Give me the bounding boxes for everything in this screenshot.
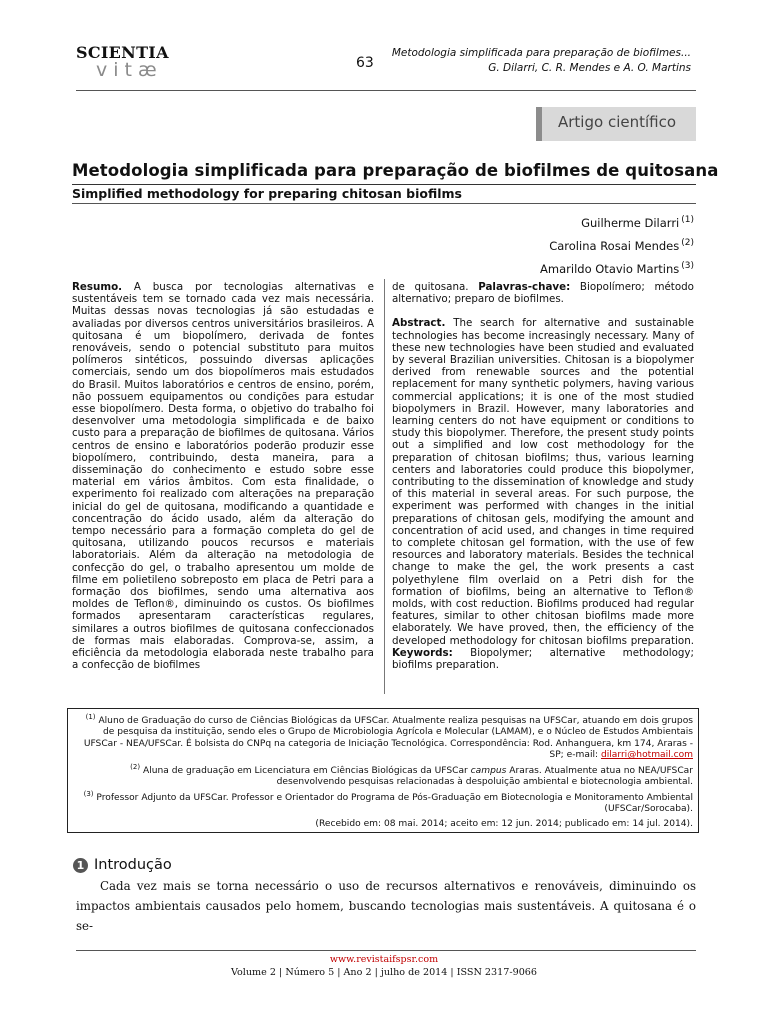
resumo-continuation: de quitosana.	[392, 281, 469, 293]
footnotes	[76, 712, 693, 815]
resumo-label: Resumo.	[72, 281, 123, 293]
palavras-chave: Biopolímero; método alternativo; preparo de biofilmes.	[392, 281, 694, 306]
author-item: Amarildo Otavio Martins $^{(3)}$	[540, 260, 694, 276]
footnote-2: $^{(2)}$ Aluna de graduação em Licenciatura em Ciências Biológicas da UFSCar campus Araras. Atualmente atua no NEA/UFSCar desenvolvendo pesquisas relacionadas à despoluição ambiental e biotecnologia ambiental.	[130, 762, 693, 788]
journal-logo-title: SCIENTIA	[76, 43, 169, 62]
running-header	[351, 46, 691, 76]
running-authors: G. Dilarri, C. R. Mendes e A. O. Martins	[488, 62, 691, 74]
author-email-link[interactable]: dilarri@hotmail.com	[600, 750, 693, 761]
footnote-1: $^{(1)}$ Aluno de Graduação do curso de Ciências Biológicas da UFSCar. Atualmente realiza pesquisas na UFSCar, atuando em dois grupos de pesquisa da instituição, sendo eles o Grupo de Microbiologia Agrícola e Molecular (LAMAM), e o Núcleo de Estudos Ambientais UFSCar - NEA/UFSCar. É bolsista do CNPq na categoria de Iniciação Tecnológica. Correspondência: Rod. Anhanguera, km 174, Araras - SP; e-mail: dilarri@hotmail.com	[83, 713, 693, 761]
resumo-text: A busca por tecnologias alternativas e sustentáveis tem se tornado cada vez mais necessária. Muitas dessas novas tecnologias já são estudadas e avaliadas por diversos centros universitários brasileiros. A quitosana é um biopolímero, derivada de fontes renováveis, sendo o potencial substituto para muitos polímeros sintéticos, possuindo diversas aplicações comerciais, sendo um dos biopolímeros mais estudados do Brasil. Muitos laboratórios e centros de ensino, porém, não possuem equipamentos ou condições para estudar esse biopolímero. Desta forma, o objetivo do trabalho foi desenvolver uma metodologia simplificada e de baixo custo para a preparação de biofilmes de quitosana. Vários centros de ensino e laboratórios poderão produzir esse biopolímero, contribuindo, desta maneira, para a disseminação do conhecimento e estudo sobre esse material em vários âmbitos. Com esta finalidade, o experimento foi realizado com alterações na preparação inicial do gel de quitosana, modificando a quantidade e concentração do ácido usado, além da alteração do tempo necessário para a formação completa do gel de quitosana, utilizando poucos recursos e materiais laboratoriais. Além da alteração na metodologia de confecção do gel, o trabalho apresentou um molde de filme em polietileno sobreposto em placa de Petri para a formação dos biofilmes, sendo uma alternativa aos moldes de Teflon®, diminuindo os custos. Os biofilmes formados apresentaram características regulares, similares a outros biofilmes de quitosana confeccionados de formas mais elaboradas. Comprova-se, assim, a eficiência da metodologia elaborada neste trabalho para a confecção de biofilmes	[72, 281, 374, 672]
intro-heading: Introdução	[94, 857, 172, 873]
author-list	[540, 210, 694, 278]
volume-info: Volume 2 | Número 5 | Ano 2 | julho de 2014 | ISSN 2317-9066	[230, 967, 537, 978]
article-subtitle: Simplified methodology for preparing chitosan biofilms	[72, 186, 462, 201]
journal-logo-subtitle: vitæ	[96, 59, 163, 81]
abstract-text: The search for alternative and sustainable technologies has become increasingly necessary. Many of these new technologies have been studied and evaluated by several Brazilian universities. Chitosan is a biopolymer derived from renewable sources and the potential replacement for many synthetic polymers, having various commercial applications; it is one of the most studied biopolymers in Brazil. However, many laboratories and learning centers do not have equipment or conditions to study this biopolymer. Therefore, the present study points out a simplified and low cost methodology for the preparation of chitosan biofilms; thus, various learning centers and laboratories could produce this biopolymer, contributing to the dissemination of knowledge and study of this material in several areas. For such purpose, the experiment was performed with changes in the initial preparations of chitosan gels, modifying the amount and concentration of acid used, and changes in time required to complete chitosan gel formation, with the use of few resources and laboratory materials. Besides the technical change to make the gel, the work presents a cast polyethylene film overlaid on a Petri dish for the formation of biofilms, being an alternative to Teflon® molds, with cost reduction. Biofilms produced had regular features, similar to other chitosan biofilms made more elaborately. We have proved, then, the efficiency of the developed methodology for chitosan biofilms preparation.	[392, 317, 694, 647]
palavras-chave-label: Palavras-chave:	[478, 281, 571, 293]
article-title: Metodologia simplificada para preparação de biofilmes de quitosana	[72, 161, 719, 180]
column-divider	[384, 279, 385, 694]
intro-paragraph: Cada vez mais se torna necessário o uso de recursos alternativos e renováveis, diminuindo os impactos ambientais causados pelo homem, buscando tecnologias mais sustentáveis. A quitosana é o se-	[76, 879, 696, 933]
title-divider	[72, 184, 696, 185]
resumo-column	[72, 281, 374, 672]
page-number: 63	[356, 55, 374, 71]
keywords: Biopolymer; alternative methodology; biofilms preparation.	[392, 646, 694, 672]
footnote-3: $^{(3)}$ Professor Adjunto da UFSCar. Professor e Orientador do Programa de Pós-Graduação em Biotecnologia e Monitoramento Ambiental (UFSCar/Sorocaba).	[83, 789, 693, 814]
author-item: Guilherme Dilarri $^{(1)}$	[581, 215, 694, 230]
header-divider	[76, 90, 696, 91]
keywords-label: Keywords:	[392, 646, 453, 659]
abstract-column	[392, 281, 694, 671]
journal-url-link[interactable]: www.revistaifspsr.com	[329, 954, 439, 965]
subtitle-divider	[72, 203, 696, 204]
section-number-icon: 1	[73, 858, 88, 873]
author-item: Carolina Rosai Mendes $^{(2)}$	[549, 237, 694, 253]
abstract-label: Abstract.	[392, 317, 446, 330]
running-title: Metodologia simplificada para preparação de biofilmes...	[391, 47, 691, 59]
section-label: Artigo científico	[558, 113, 677, 131]
footer-divider	[76, 950, 696, 951]
received-dates: (Recebido em: 08 mai. 2014; aceito em: 12 jun. 2014; publicado em: 14 jul. 2014).	[315, 819, 693, 829]
